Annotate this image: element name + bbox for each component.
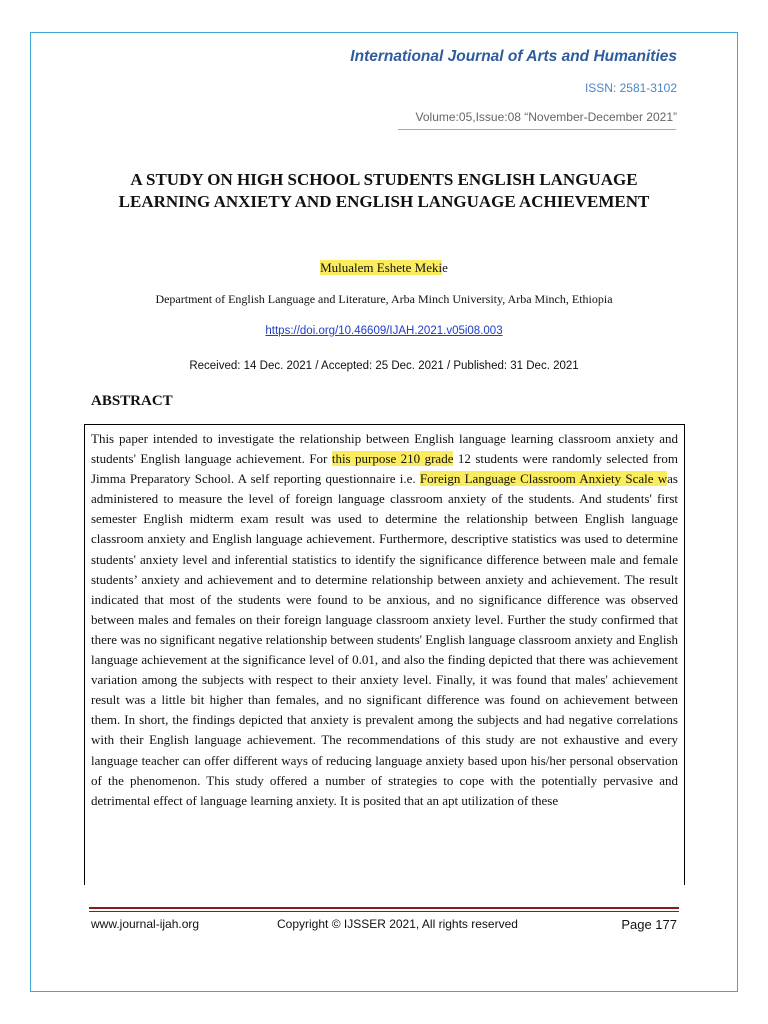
footer-page-number: Page 177	[621, 917, 677, 932]
abstract-highlight-2: Foreign Language Classroom Anxiety Scale w	[419, 471, 668, 487]
abstract-heading: ABSTRACT	[91, 393, 173, 409]
affiliation: Department of English Language and Literature, Arba Minch University, Arba Minch, Ethiopia	[155, 292, 613, 306]
journal-name: International Journal of Arts and Humanities	[350, 48, 677, 65]
abstract-part-1: This paper intended to investigate the relationship between English language learning classroom anxiety and students' English language achievement. For	[91, 431, 678, 467]
author	[0, 260, 768, 276]
author-name-tail: e	[442, 260, 448, 275]
volume-issue: Volume:05,Issue:08 “November-December 2021”	[415, 110, 677, 124]
author-name-highlighted: Mulualem Eshete Meki	[320, 260, 443, 275]
abstract-part-3: as administered to measure the level of foreign language classroom anxiety of the students. And students' first semester English midterm exam result was used to determine the relationship between English language classroom anxiety and English language achievement. Furthermore, descriptive statistics was used to determine students' anxiety level and inferential statistics to identify the significance difference between male and female students’ anxiety and achievement and to determine relationship between anxiety and achievement. The result indicated that most of the students were found to be anxious, and no significance difference was observed between males and females on their foreign language classroom anxiety level. Further the study confirmed that there was no significant negative relationship between students' English language classroom anxiety and English language achievement at the significance level of 0.01, and also the finding depicted that there was achievement variation among the subjects with respect to their anxiety level. Finally, it was found that males' achievement result was a little bit higher than females, and no significant difference was found on achievement between them. In short, the findings depicted that anxiety is prevalent among the subjects and had negative correlations with their English language achievement. The recommendations of this study are not exhaustive and every language teacher can offer different ways of reducing language anxiety based upon his/her personal observation of the phenomenon. This study offered a number of strategies to cope with the potentially pervasive and detrimental effect of language learning anxiety. It is posited that an apt utilization of these	[91, 471, 678, 808]
doi	[0, 325, 768, 337]
footer-copyright: Copyright © IJSSER 2021, All rights reserved	[277, 917, 518, 931]
doi-link[interactable]: https://doi.org/10.46609/IJAH.2021.v05i08.003	[265, 325, 503, 337]
publication-dates: Received: 14 Dec. 2021 / Accepted: 25 Dec. 2021 / Published: 31 Dec. 2021	[189, 360, 579, 372]
footer-website: www.journal-ijah.org	[91, 917, 200, 931]
article-title	[60, 169, 708, 213]
article-title-line-1: A STUDY ON HIGH SCHOOL STUDENTS ENGLISH LANGUAGE	[130, 170, 638, 189]
header-divider	[398, 129, 676, 130]
abstract-highlight-1: this purpose 210 grade	[331, 451, 454, 467]
article-title-line-2: LEARNING ANXIETY AND ENGLISH LANGUAGE ACHIEVEMENT	[118, 192, 650, 211]
abstract-part-2: 12 students were randomly selected from Jimma Preparatory School. A self reporting questionnaire i.e.	[91, 451, 678, 487]
issn: ISSN: 2581-3102	[584, 81, 677, 95]
abstract-box	[84, 424, 685, 885]
abstract-text	[91, 429, 678, 811]
footer-rule-thick	[89, 907, 679, 909]
footer-rule-thin	[89, 911, 679, 912]
